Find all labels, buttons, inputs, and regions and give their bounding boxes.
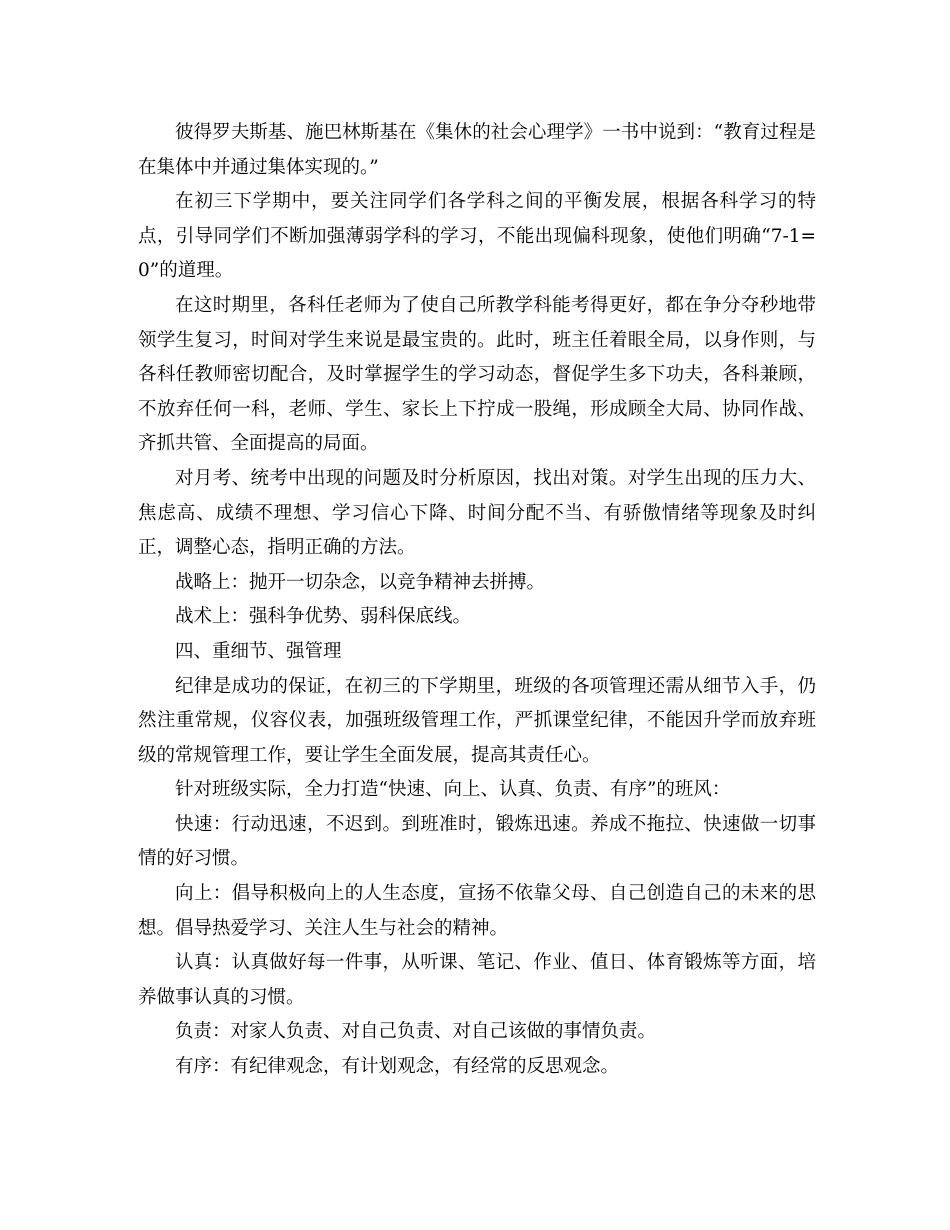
paragraph-strategy: 战略上：抛开一切杂念，以竞争精神去拼搏。 — [175, 571, 546, 593]
paragraph-tactics: 战术上：强科争优势、弱科保底线。 — [175, 606, 472, 628]
document-body — [138, 116, 816, 1085]
paragraph-exam-analysis: 对月考、统考中出现的问题及时分析原因，找出对策。对学生出现的压力大、焦虑高、成绩不理想、学习信心下降、时间分配不当、有骄傲情绪等现象及时纠正，调整心态，指明正确的方法。 — [138, 467, 816, 559]
paragraph-responsible: 负责：对家人负责、对自己负责、对自己该做的事情负责。 — [175, 1021, 657, 1043]
paragraph-class-style: 针对班级实际，全力打造“快速、向上、认真、负责、有序”的班风： — [175, 779, 731, 801]
paragraph-discipline: 纪律是成功的保证，在初三的下学期里，班级的各项管理还需从细节入手，仍然注重常规，仪容仪表，加强班级管理工作，严抓课堂纪律，不能因升学而放弃班级的常规管理工作，要让学生全面发展，提高其责任心。 — [138, 675, 816, 766]
paragraph-balanced-development: 在初三下学期中，要关注同学们各学科之间的平衡发展，根据各科学习的特点，引导同学们不断加强薄弱学科的学习，不能出现偏科现象，使他们明确“7-1=0”的道理。 — [138, 191, 816, 282]
paragraph-upward: 向上：倡导积极向上的人生态度，宣扬不依靠父母、自己创造自己的未来的思想。倡导热爱学习、关注人生与社会的精神。 — [138, 883, 816, 939]
paragraph-intro-quote: 彼得罗夫斯基、施巴林斯基在《集休的社会心理学》一书中说到：“教育过程是在集体中并通过集体实现的。” — [138, 122, 816, 178]
paragraph-orderly: 有序：有纪律观念，有计划观念，有经常的反思观念。 — [175, 1056, 620, 1078]
paragraph-serious: 认真：认真做好每一件事，从听课、笔记、作业、值日、体育锻炼等方面，培养做事认真的习惯。 — [138, 952, 816, 1008]
section-heading-management: 四、重细节、强管理 — [175, 640, 342, 662]
paragraph-teacher-cooperation: 在这时期里，各科任老师为了使自己所教学科能考得更好，都在争分夺秒地带领学生复习，时间对学生来说是最宝贵的。此时，班主任着眼全局，以身作则，与各科任教师密切配合，及时掌握学生的学习动态，督促学生多下功夫，各科兼顾，不放弃任何一科，老师、学生、家长上下拧成一股绳，形成顾全大局、协同作战、齐抓共管、全面提高的局面。 — [138, 294, 816, 455]
paragraph-fast: 快速：行动迅速，不迟到。到班准时，锻炼迅速。养成不拖拉、快速做一切事情的好习惯。 — [138, 813, 816, 870]
